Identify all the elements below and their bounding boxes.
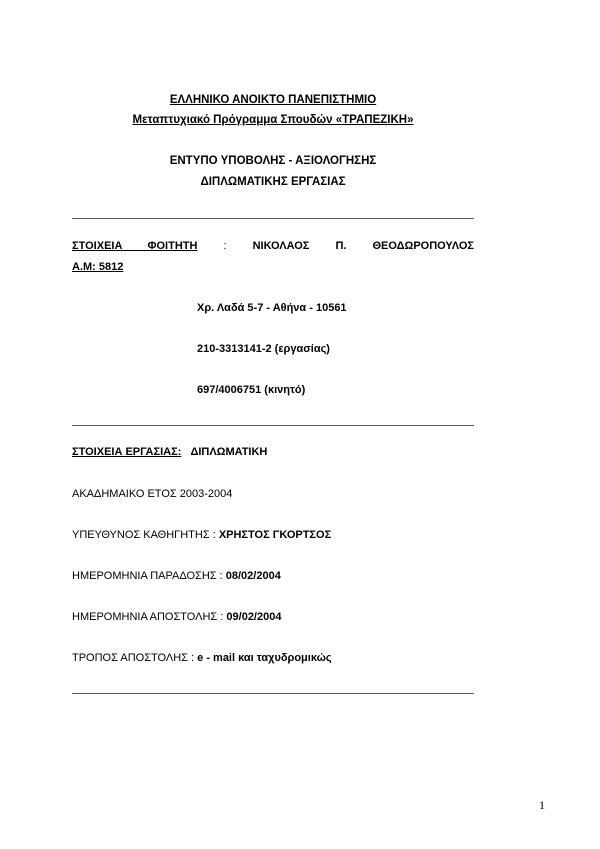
student-section-label: ΣΤΟΙΧΕΙΑ ΦΟΙΤΗΤΗ — [72, 240, 198, 252]
delivery-date-line — [72, 570, 281, 582]
send-method-line — [72, 652, 332, 664]
student-colon: : — [223, 240, 227, 252]
student-phone-mobile: 697/4006751 (κινητό) — [197, 384, 306, 396]
work-type: ΔΙΠΛΩΜΑΤΙΚΗ — [190, 446, 268, 458]
supervisor-line — [72, 529, 331, 541]
form-title-line-2: ΔΙΠΛΩΜΑΤΙΚΗΣ ΕΡΓΑΣΙΑΣ — [200, 176, 346, 188]
student-address: Χρ. Λαδά 5-7 - Αθήνα - 10561 — [197, 302, 347, 314]
send-method-value: e - mail και ταχυδρομικώς — [197, 652, 332, 664]
divider-middle — [72, 425, 474, 426]
supervisor-value: ΧΡΗΣΤΟΣ ΓΚΟΡΤΣΟΣ — [218, 529, 332, 541]
university-name: ΕΛΛΗΝΙΚΟ ΑΝΟΙΚΤΟ ΠΑΝΕΠΙΣΤΗΜΙΟ — [169, 94, 377, 106]
delivery-date-label: ΗΜΕΡΟΜΗΝΙΑ ΠΑΡΑΔΟΣΗΣ : — [72, 570, 226, 582]
divider-bottom — [72, 693, 474, 694]
student-last-name: ΘΕΟΔΩΡΟΠΟΥΛΟΣ — [372, 240, 474, 252]
academic-year: ΑΚΑΔΗΜΑΙΚΟ ΕΤΟΣ 2003-2004 — [72, 488, 233, 500]
work-section-line — [72, 446, 267, 458]
send-method-label: ΤΡΟΠΟΣ ΑΠΟΣΤΟΛΗΣ : — [72, 652, 198, 664]
student-phone-work: 210-3313141-2 (εργασίας) — [197, 343, 330, 355]
program-name: Μεταπτυχιακό Πρόγραμμα Σπουδών «ΤΡΑΠΕΖΙΚΗ» — [132, 114, 414, 126]
student-line — [72, 240, 474, 252]
sent-date-label: ΗΜΕΡΟΜΗΝΙΑ ΑΠΟΣΤΟΛΗΣ : — [72, 611, 227, 623]
work-section-label: ΣΤΟΙΧΕΙΑ ΕΡΓΑΣΙΑΣ: — [72, 446, 182, 458]
delivery-date-value: 08/02/2004 — [225, 570, 281, 582]
sent-date-line — [72, 611, 281, 623]
sent-date-value: 09/02/2004 — [226, 611, 282, 623]
student-initial: Π. — [335, 240, 347, 252]
page-number: 1 — [539, 798, 545, 812]
student-am: Α.Μ: 5812 — [72, 261, 124, 273]
form-title-line-1: ΕΝΤΥΠΟ ΥΠΟΒΟΛΗΣ - ΑΞΙΟΛΟΓΗΣΗΣ — [169, 155, 377, 167]
supervisor-label: ΥΠΕΥΘΥΝΟΣ ΚΑΘΗΓΗΤΗΣ : — [72, 529, 219, 541]
student-first-name: ΝΙΚΟΛΑΟΣ — [252, 240, 310, 252]
divider-top — [72, 218, 474, 219]
